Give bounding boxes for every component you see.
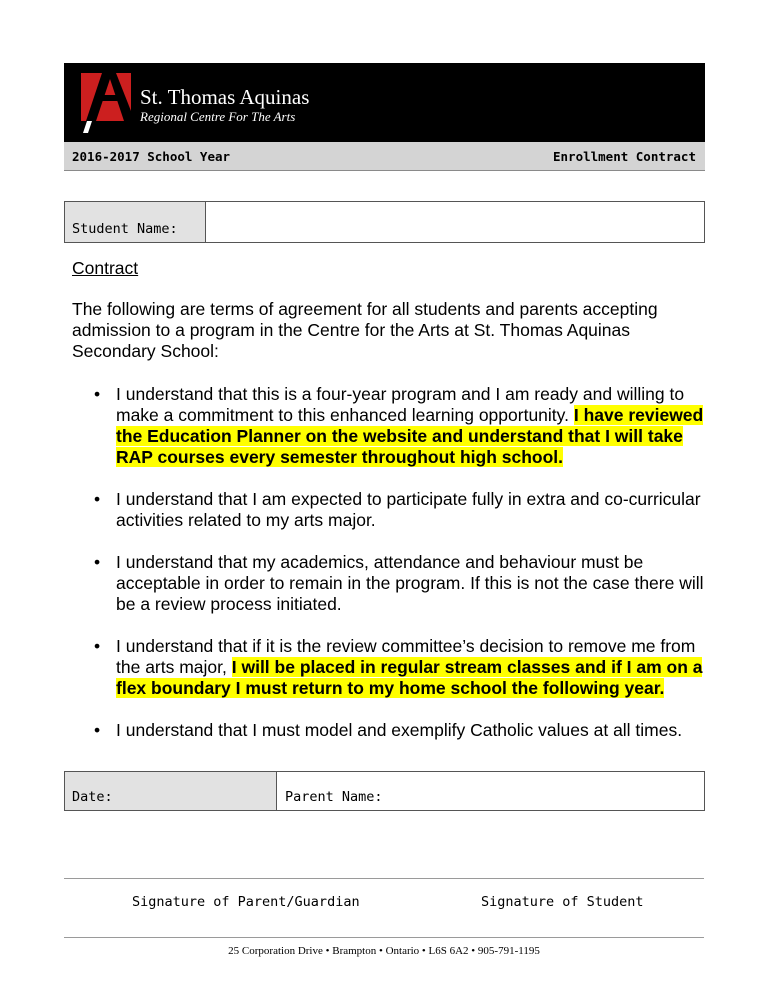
bullet-icon: • [94, 384, 101, 404]
footer-divider [64, 937, 704, 938]
student-name-field[interactable] [206, 202, 704, 242]
parent-signature-label: Signature of Parent/Guardian [132, 894, 360, 910]
bullet-icon: • [94, 552, 101, 572]
term-item [90, 384, 712, 468]
term-item [90, 489, 712, 531]
contract-heading: Contract [72, 258, 139, 278]
document-type: Enrollment Contract [553, 149, 696, 164]
term-text: I understand that my academics, attendance and behaviour must be acceptable in order to remain in the program. If this is not the case there will be a review process initiated. [116, 552, 704, 614]
term-text: I understand that I must model and exemplify Catholic values at all times. [116, 720, 683, 740]
bullet-icon: • [94, 489, 101, 509]
term-text: I understand that this is a four-year program and I am ready and willing to make a commitment to this enhanced learning opportunity. [116, 384, 685, 425]
school-name: St. Thomas Aquinas [140, 85, 310, 109]
student-signature-label: Signature of Student [481, 894, 644, 910]
term-item [90, 636, 712, 699]
footer-address: 25 Corporation Drive • Brampton • Ontario • L6S 6A2 • 905-791-1195 [228, 945, 540, 957]
term-highlight: I have reviewed the Education Planner on the website and understand that I will take RAP courses every semester throughout high school. [116, 405, 704, 467]
signature-line [64, 878, 704, 879]
date-field[interactable]: Date: [65, 772, 277, 810]
school-year: 2016-2017 School Year [72, 149, 231, 164]
term-text: I understand that if it is the review committee’s decision to remove me from the arts major, [116, 636, 696, 677]
term-item [90, 720, 712, 741]
student-name-row [64, 201, 705, 243]
contract-intro: The following are terms of agreement for all students and parents accepting admission to a program in the Centre for the Arts at St. Thomas Aquinas Secondary School: [72, 299, 658, 361]
date-parent-row [64, 771, 705, 811]
school-logo-icon [78, 71, 134, 133]
bullet-icon: • [94, 636, 101, 656]
term-highlight: I will be placed in regular stream classes and if I am on a flex boundary I must return to my home school the following year. [116, 657, 703, 698]
student-name-label: Student Name: [65, 202, 206, 242]
parent-name-field[interactable]: Parent Name: [285, 789, 383, 805]
header-banner [64, 63, 705, 142]
school-subtitle: Regional Centre For The Arts [140, 109, 296, 124]
year-bar [64, 142, 705, 171]
terms-list [90, 384, 712, 741]
term-item [90, 552, 712, 615]
term-text: I understand that I am expected to participate fully in extra and co-curricular activities related to my arts major. [116, 489, 701, 530]
bullet-icon: • [94, 720, 101, 740]
